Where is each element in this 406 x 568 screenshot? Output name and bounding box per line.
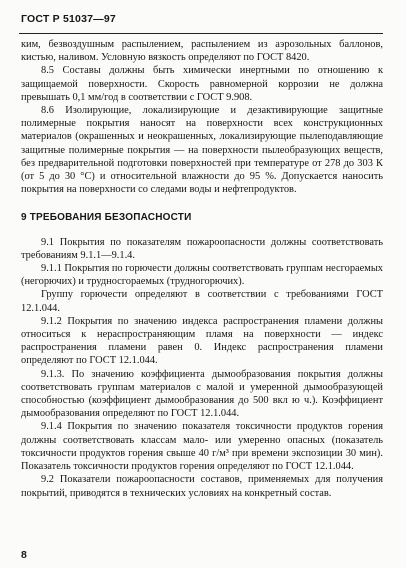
paragraph-9-1-3: 9.1.3. По значению коэффициента дымообразования покрытия должны соответствовать группам материалов с малой и умеренной дымообразующей способностью (коэффициент дымообразования до 500 вкл ю ч.). Коэффициент дымообразования определяют по ГОСТ 12.1.044.	[21, 368, 383, 420]
section-heading: 9 ТРЕБОВАНИЯ БЕЗОПАСНОСТИ	[21, 212, 192, 224]
paragraph-9-1-1: 9.1.1 Покрытия по горючести должны соответствовать группам несгораемых (негорючих) и трудносгораемых (трудногорючих).	[21, 263, 383, 288]
paragraph-8-6: 8.6 Изолирующие, локализирующие и дезактивирующие защитные полимерные покрытия наносят на поверхности всех конструкционных материалов (окрашенных и неокрашенных, локализирующие пылеподавляющие защитные полимерные покрытия — на поверхности пылеобразующих веществ, без предварительной подготовки поверхностей при температуре от 278 до 303 К (от 5 до 30 °С) и относительной влажности до 95 %. Допускается наносить покрытия на поверхности со следами воды и нефтепродуктов.	[21, 105, 383, 196]
paragraph-9-1-2: 9.1.2 Покрытия по значению индекса распространения пламени должны относиться к нераспространяющим пламя на поверхности — индекс распространения пламени равен 0. Индекс распространения пламени определяют по ГОСТ 12.1.044.	[21, 315, 383, 367]
paragraph-9-1: 9.1 Покрытия по показателям пожароопасности должны соответствовать требованиям 9.1.1—9.1.4.	[21, 236, 383, 261]
paragraph-continuation: ким, безвоздушным распылением, распылением из аэрозольных баллонов, кистью, наливом. Условную вязкость определяют по ГОСТ 8420.	[21, 39, 383, 64]
paragraph-9-2: 9.2 Показатели пожароопасности составов, применяемых для получения покрытий, приводятся в технических условиях на конкретный состав.	[21, 474, 383, 499]
paragraph-9-1-1-flammability-group: Группу горючести определяют в соответствии с требованиями ГОСТ 12.1.044.	[21, 289, 383, 314]
document-body	[21, 38, 383, 500]
paragraph-9-1-4: 9.1.4 Покрытия по значению показателя токсичности продуктов горения должны соответствовать классам мало- или умеренно опасных (показатель токсичности продуктов горения свыше 40 г/м³ при времени экспозиции 30 мин). Показатель токсичности продуктов горения определяют по ГОСТ 12.1.044.	[21, 421, 383, 473]
standard-code-header: ГОСТ Р 51037—97	[21, 13, 116, 25]
paragraph-8-5: 8.5 Составы должны быть химически инертными по отношению к защищаемой поверхности. Скорость равномерной коррозии не должна превышать 0,1 мм/год в соответствии с ГОСТ 9.908.	[21, 65, 383, 103]
page-number: 8	[21, 549, 27, 561]
header-rule	[19, 33, 383, 34]
